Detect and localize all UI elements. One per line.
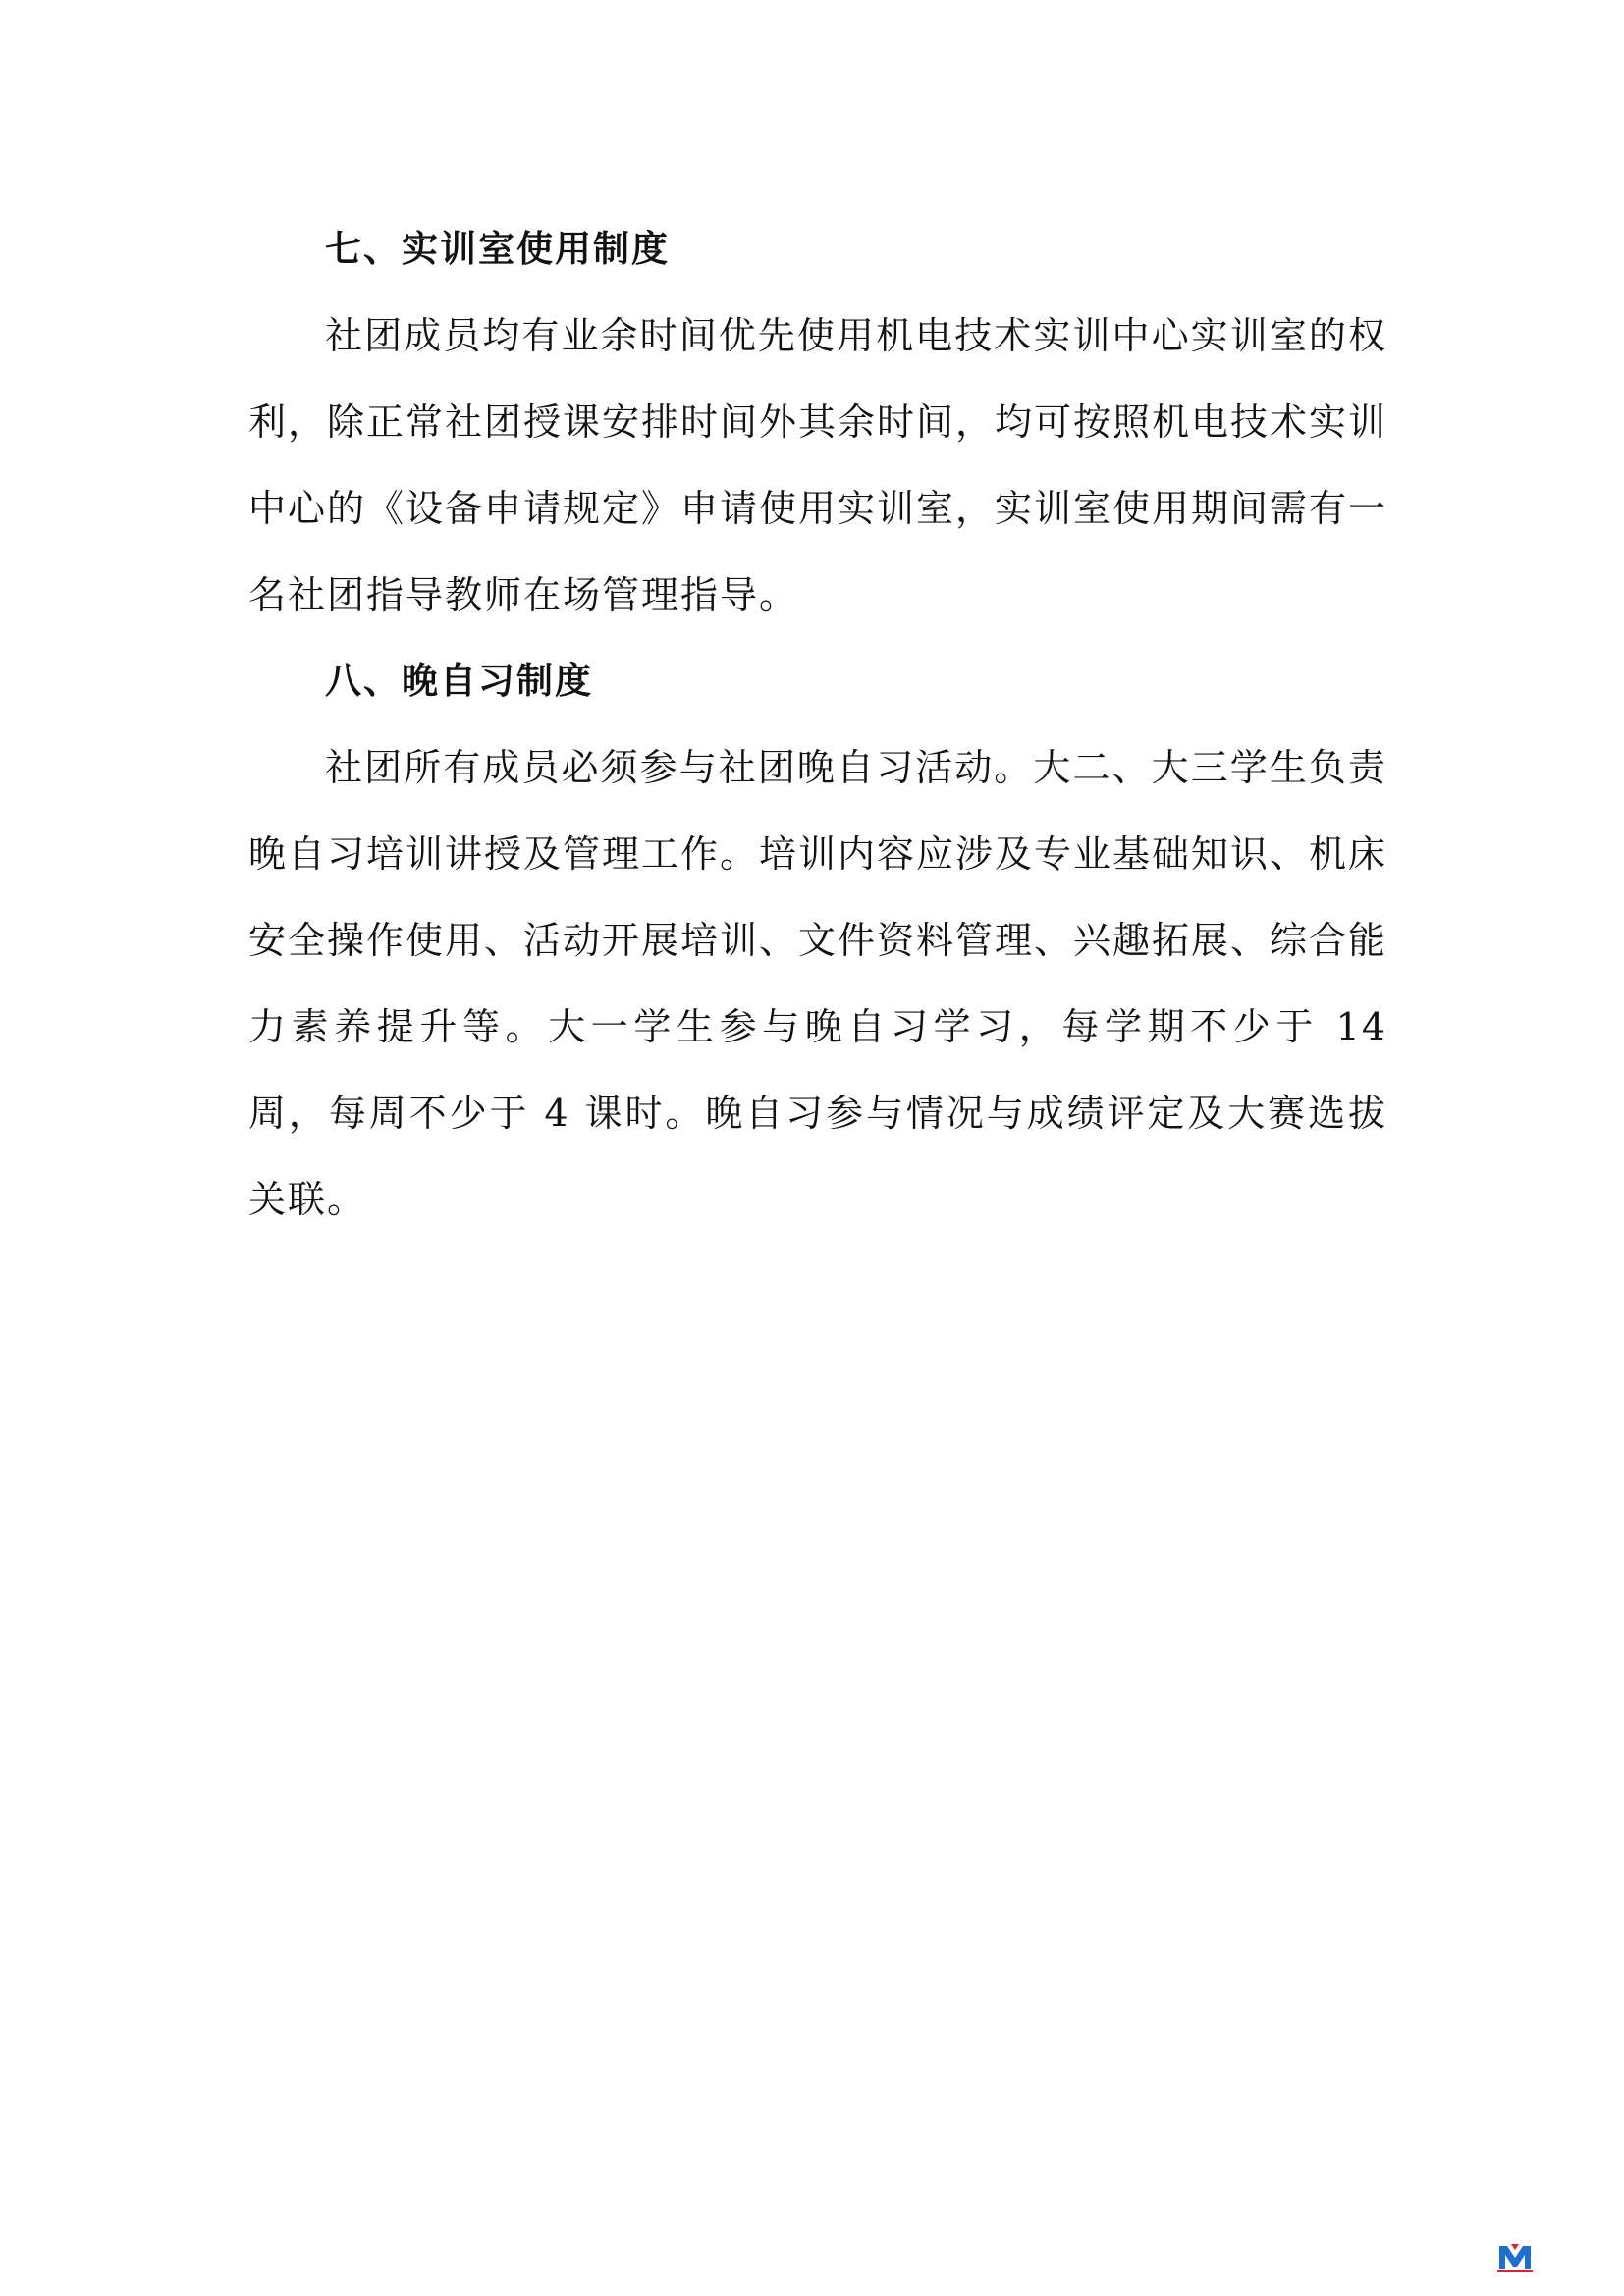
watermark-logo-icon xyxy=(1495,2240,1535,2273)
section-heading-evening-study: 八、晚自习制度 xyxy=(325,660,593,702)
section-paragraph-lab-usage: 社团成员均有业余时间优先使用机电技术实训中心实训室的权利，除正常社团授课安排时间外其余时间，均可按照机电技术实训中心的《设备申请规定》申请使用实训室，实训室使用期间需有一名社团指导教师在场管理指导。 xyxy=(248,314,1388,616)
section-heading-lab-usage: 七、实训室使用制度 xyxy=(325,228,670,270)
document-body xyxy=(248,206,1387,1243)
section-paragraph-evening-study: 社团所有成员必须参与社团晚自习活动。大二、大三学生负责晚自习培训讲授及管理工作。培训内容应涉及专业基础知识、机床安全操作使用、活动开展培训、文件资料管理、兴趣拓展、综合能力素养提升等。大一学生参与晚自习学习，每学期不少于 14 周，每周不少于 4 课时。晚自习参与情况与成绩评定及大赛选拔关联。 xyxy=(248,746,1388,1221)
